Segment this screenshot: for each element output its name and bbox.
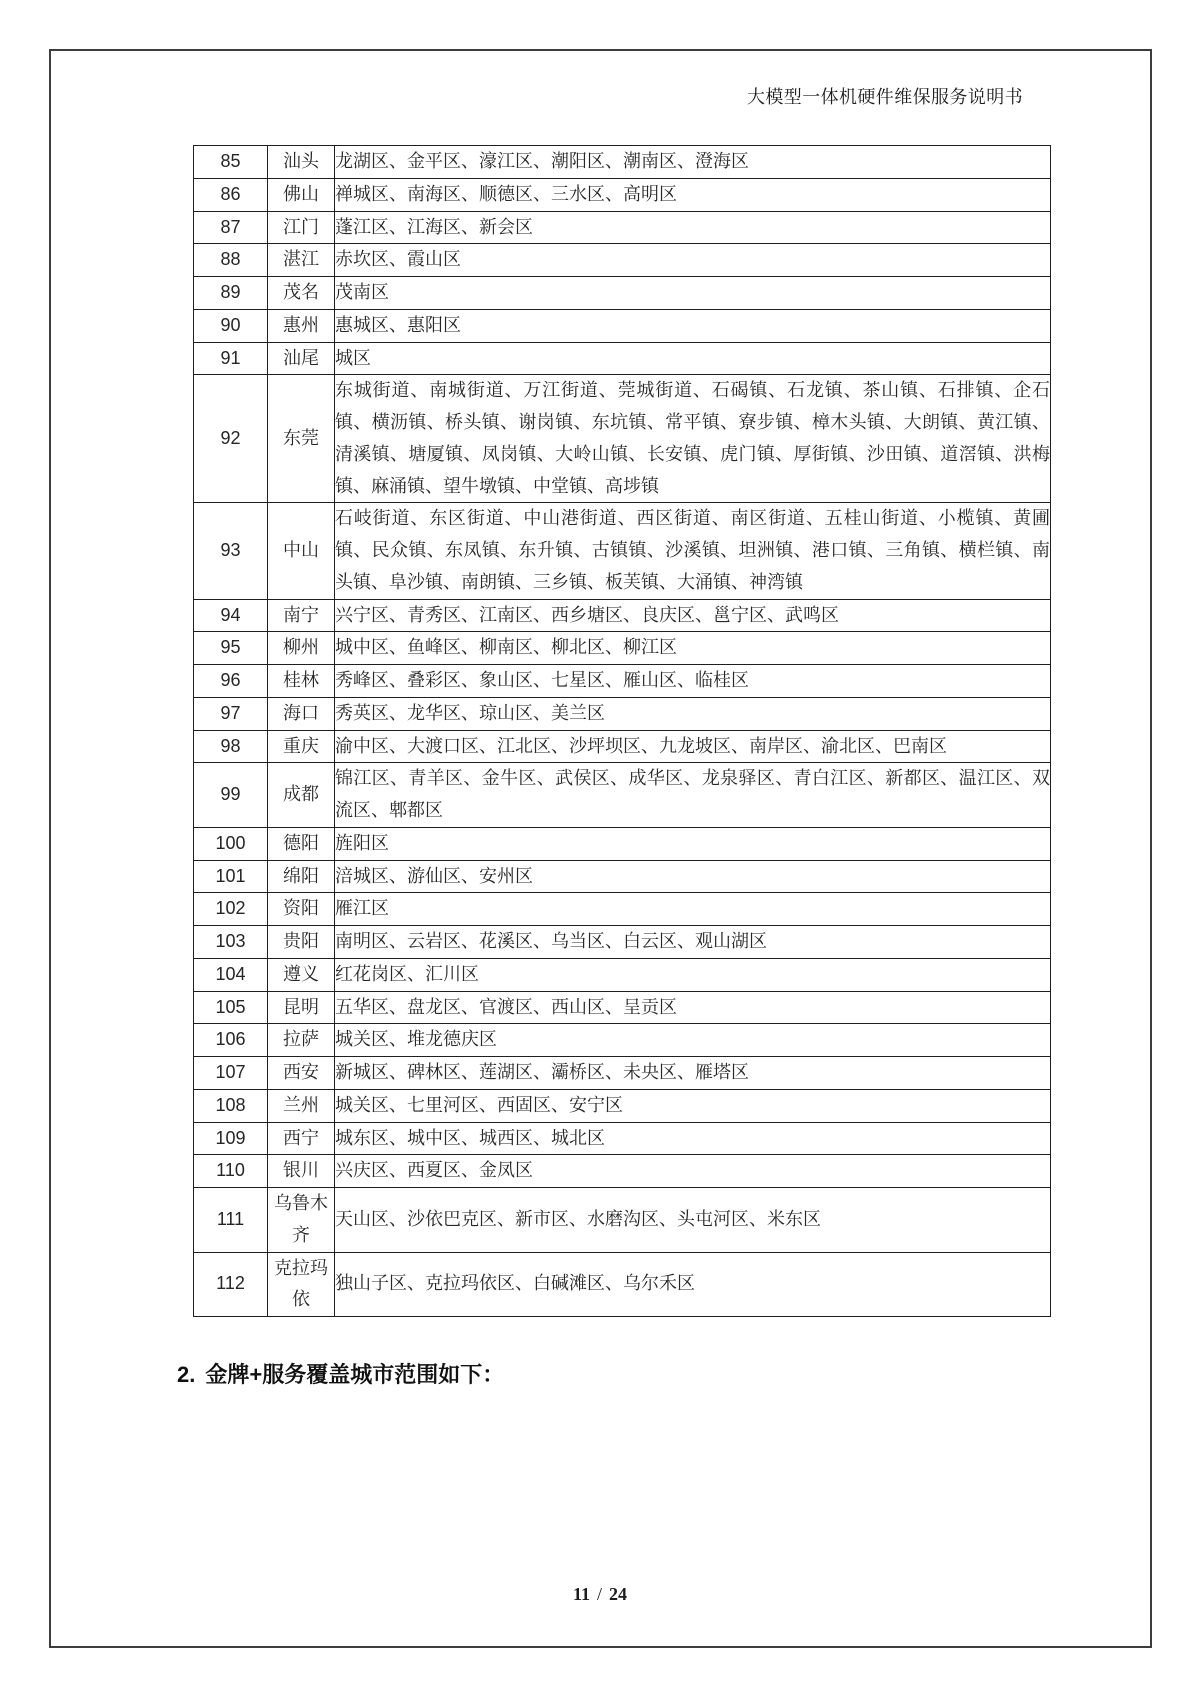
- city-cell: 德阳: [268, 827, 335, 860]
- city-cell: 汕尾: [268, 342, 335, 375]
- table-row: [194, 503, 1051, 599]
- table-row: [194, 827, 1051, 860]
- districts-cell: 赤坎区、霞山区: [335, 244, 1051, 277]
- districts-cell: 秀峰区、叠彩区、象山区、七星区、雁山区、临桂区: [335, 665, 1051, 698]
- city-cell: 乌鲁木齐: [268, 1188, 335, 1253]
- districts-cell: 五华区、盘龙区、官渡区、西山区、呈贡区: [335, 991, 1051, 1024]
- row-number-cell: 98: [194, 730, 268, 763]
- city-cell: 成都: [268, 763, 335, 828]
- districts-cell: 锦江区、青羊区、金牛区、武侯区、成华区、龙泉驿区、青白江区、新都区、温江区、双流区、郫都区: [335, 763, 1051, 828]
- footer-current-page: 11: [572, 1584, 590, 1604]
- districts-cell: 渝中区、大渡口区、江北区、沙坪坝区、九龙坡区、南岸区、渝北区、巴南区: [335, 730, 1051, 763]
- city-cell: 汕头: [268, 146, 335, 179]
- districts-cell: 涪城区、游仙区、安州区: [335, 860, 1051, 893]
- city-cell: 西宁: [268, 1122, 335, 1155]
- section-heading-text: 金牌+服务覆盖城市范围如下：: [205, 1362, 505, 1387]
- districts-cell: 龙湖区、金平区、濠江区、潮阳区、潮南区、澄海区: [335, 146, 1051, 179]
- districts-cell: 旌阳区: [335, 827, 1051, 860]
- section-heading: [177, 1358, 504, 1389]
- table-row: [194, 1057, 1051, 1090]
- row-number-cell: 96: [194, 665, 268, 698]
- row-number-cell: 88: [194, 244, 268, 277]
- city-cell: 桂林: [268, 665, 335, 698]
- row-number-cell: 91: [194, 342, 268, 375]
- row-number-cell: 109: [194, 1122, 268, 1155]
- row-number-cell: 93: [194, 503, 268, 599]
- coverage-table-container: [193, 145, 1050, 1317]
- footer-total-pages: 24: [609, 1584, 628, 1604]
- table-row: [194, 697, 1051, 730]
- city-cell: 茂名: [268, 277, 335, 310]
- row-number-cell: 89: [194, 277, 268, 310]
- city-cell: 绵阳: [268, 860, 335, 893]
- row-number-cell: 104: [194, 958, 268, 991]
- row-number-cell: 110: [194, 1155, 268, 1188]
- row-number-cell: 97: [194, 697, 268, 730]
- table-row: [194, 991, 1051, 1024]
- table-row: [194, 178, 1051, 211]
- table-row: [194, 211, 1051, 244]
- city-cell: 东莞: [268, 375, 335, 503]
- table-row: [194, 860, 1051, 893]
- table-row: [194, 309, 1051, 342]
- city-cell: 贵阳: [268, 926, 335, 959]
- row-number-cell: 101: [194, 860, 268, 893]
- row-number-cell: 112: [194, 1252, 268, 1317]
- districts-cell: 东城街道、南城街道、万江街道、莞城街道、石碣镇、石龙镇、茶山镇、石排镇、企石镇、横沥镇、桥头镇、谢岗镇、东坑镇、常平镇、寮步镇、樟木头镇、大朗镇、黄江镇、清溪镇、塘厦镇、凤岗镇、大岭山镇、长安镇、虎门镇、厚街镇、沙田镇、道滘镇、洪梅镇、麻涌镇、望牛墩镇、中堂镇、高埗镇: [335, 375, 1051, 503]
- table-row: [194, 277, 1051, 310]
- city-cell: 遵义: [268, 958, 335, 991]
- table-row: [194, 730, 1051, 763]
- districts-cell: 南明区、云岩区、花溪区、乌当区、白云区、观山湖区: [335, 926, 1051, 959]
- city-cell: 海口: [268, 697, 335, 730]
- districts-cell: 茂南区: [335, 277, 1051, 310]
- row-number-cell: 111: [194, 1188, 268, 1253]
- row-number-cell: 95: [194, 632, 268, 665]
- districts-cell: 新城区、碑林区、莲湖区、灞桥区、未央区、雁塔区: [335, 1057, 1051, 1090]
- districts-cell: 红花岗区、汇川区: [335, 958, 1051, 991]
- row-number-cell: 85: [194, 146, 268, 179]
- table-row: [194, 926, 1051, 959]
- city-cell: 重庆: [268, 730, 335, 763]
- coverage-table: [193, 145, 1051, 1317]
- coverage-table-body: [194, 146, 1051, 1317]
- table-row: [194, 1089, 1051, 1122]
- row-number-cell: 92: [194, 375, 268, 503]
- districts-cell: 城中区、鱼峰区、柳南区、柳北区、柳江区: [335, 632, 1051, 665]
- districts-cell: 城关区、堆龙德庆区: [335, 1024, 1051, 1057]
- table-row: [194, 1252, 1051, 1317]
- city-cell: 兰州: [268, 1089, 335, 1122]
- districts-cell: 石岐街道、东区街道、中山港街道、西区街道、南区街道、五桂山街道、小榄镇、黄圃镇、民众镇、东凤镇、东升镇、古镇镇、沙溪镇、坦洲镇、港口镇、三角镇、横栏镇、南头镇、阜沙镇、南朗镇、三乡镇、板芙镇、大涌镇、神湾镇: [335, 503, 1051, 599]
- row-number-cell: 105: [194, 991, 268, 1024]
- city-cell: 南宁: [268, 599, 335, 632]
- row-number-cell: 99: [194, 763, 268, 828]
- table-row: [194, 244, 1051, 277]
- city-cell: 西安: [268, 1057, 335, 1090]
- city-cell: 拉萨: [268, 1024, 335, 1057]
- districts-cell: 天山区、沙依巴克区、新市区、水磨沟区、头屯河区、米东区: [335, 1188, 1051, 1253]
- table-row: [194, 893, 1051, 926]
- row-number-cell: 106: [194, 1024, 268, 1057]
- table-row: [194, 1122, 1051, 1155]
- row-number-cell: 102: [194, 893, 268, 926]
- city-cell: 湛江: [268, 244, 335, 277]
- table-row: [194, 958, 1051, 991]
- city-cell: 昆明: [268, 991, 335, 1024]
- city-cell: 柳州: [268, 632, 335, 665]
- districts-cell: 城关区、七里河区、西固区、安宁区: [335, 1089, 1051, 1122]
- row-number-cell: 90: [194, 309, 268, 342]
- row-number-cell: 94: [194, 599, 268, 632]
- districts-cell: 独山子区、克拉玛依区、白碱滩区、乌尔禾区: [335, 1252, 1051, 1317]
- table-row: [194, 763, 1051, 828]
- row-number-cell: 107: [194, 1057, 268, 1090]
- table-row: [194, 375, 1051, 503]
- table-row: [194, 1155, 1051, 1188]
- districts-cell: 蓬江区、江海区、新会区: [335, 211, 1051, 244]
- districts-cell: 兴宁区、青秀区、江南区、西乡塘区、良庆区、邕宁区、武鸣区: [335, 599, 1051, 632]
- table-row: [194, 1188, 1051, 1253]
- document-header-title: 大模型一体机硬件维保服务说明书: [747, 87, 1023, 107]
- city-cell: 克拉玛依: [268, 1252, 335, 1317]
- section-heading-number: 2.: [177, 1362, 196, 1387]
- table-row: [194, 665, 1051, 698]
- city-cell: 资阳: [268, 893, 335, 926]
- city-cell: 惠州: [268, 309, 335, 342]
- districts-cell: 兴庆区、西夏区、金凤区: [335, 1155, 1051, 1188]
- row-number-cell: 87: [194, 211, 268, 244]
- districts-cell: 雁江区: [335, 893, 1051, 926]
- row-number-cell: 86: [194, 178, 268, 211]
- row-number-cell: 108: [194, 1089, 268, 1122]
- city-cell: 银川: [268, 1155, 335, 1188]
- districts-cell: 城东区、城中区、城西区、城北区: [335, 1122, 1051, 1155]
- districts-cell: 惠城区、惠阳区: [335, 309, 1051, 342]
- city-cell: 佛山: [268, 178, 335, 211]
- table-row: [194, 599, 1051, 632]
- districts-cell: 秀英区、龙华区、琼山区、美兰区: [335, 697, 1051, 730]
- table-row: [194, 146, 1051, 179]
- page-footer: [0, 1584, 1200, 1605]
- footer-separator: /: [597, 1584, 603, 1604]
- table-row: [194, 342, 1051, 375]
- table-row: [194, 1024, 1051, 1057]
- districts-cell: 城区: [335, 342, 1051, 375]
- row-number-cell: 100: [194, 827, 268, 860]
- table-row: [194, 632, 1051, 665]
- city-cell: 中山: [268, 503, 335, 599]
- districts-cell: 禅城区、南海区、顺德区、三水区、高明区: [335, 178, 1051, 211]
- row-number-cell: 103: [194, 926, 268, 959]
- city-cell: 江门: [268, 211, 335, 244]
